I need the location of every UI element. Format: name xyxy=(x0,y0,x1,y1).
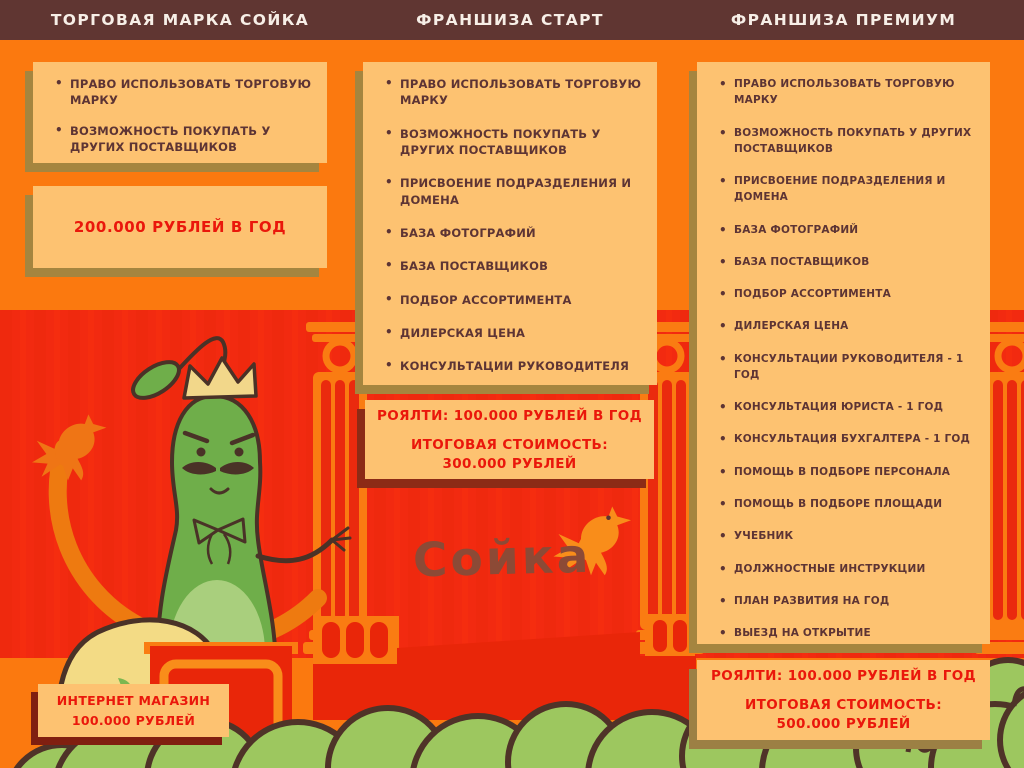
feature-item: • БАЗА ФОТОГРАФИЙ xyxy=(383,225,643,241)
feature-item: • БАЗА ФОТОГРАФИЙ xyxy=(717,222,976,238)
feature-item: • ПРАВО ИСПОЛЬЗОВАТЬ ТОРГОВУЮ МАРКУ xyxy=(383,76,643,109)
premium-price-card xyxy=(697,660,990,740)
feature-item: • БАЗА ПОСТАВЩИКОВ xyxy=(383,258,643,274)
header-bar xyxy=(0,0,1024,40)
feature-item: • БАЗА ПОСТАВЩИКОВ xyxy=(717,254,976,270)
feature-list xyxy=(717,76,976,641)
column-title-start: ФРАНШИЗА СТАРТ xyxy=(416,11,604,29)
royalty-line: РОЯЛТИ: 100.000 РУБЛЕЙ В ГОД xyxy=(710,668,977,684)
feature-item: • ВОЗМОЖНОСТЬ ПОКУПАТЬ У ДРУГИХ ПОСТАВЩИКОВ xyxy=(717,125,976,158)
start-price-card xyxy=(365,400,654,479)
feature-item: • ПРАВО ИСПОЛЬЗОВАТЬ ТОРГОВУЮ МАРКУ xyxy=(717,76,976,109)
feature-list xyxy=(53,76,313,155)
online-store-box xyxy=(38,684,229,737)
feature-item: • ПРИСВОЕНИЕ ПОДРАЗДЕЛЕНИЯ И ДОМЕНА xyxy=(717,173,976,206)
price-line: 200.000 РУБЛЕЙ В ГОД xyxy=(73,218,287,236)
feature-item: • ПОМОЩЬ В ПОДБОРЕ ПЕРСОНАЛА xyxy=(717,464,976,480)
column-title-premium: ФРАНШИЗА ПРЕМИУМ xyxy=(730,11,957,29)
trademark-features-card xyxy=(33,62,327,163)
store-box-line: 100.000 РУБЛЕЙ xyxy=(71,713,196,728)
feature-item: • КОНСУЛЬТАЦИЯ ЮРИСТА - 1 ГОД xyxy=(717,399,976,415)
store-box-line: ИНТЕРНЕТ МАГАЗИН xyxy=(56,693,211,708)
total-value-line: 300.000 РУБЛЕЙ xyxy=(442,455,577,472)
premium-features-card xyxy=(697,62,990,644)
total-label-line: ИТОГОВАЯ СТОИМОСТЬ: xyxy=(410,436,609,453)
feature-item: • ПЛАН РАЗВИТИЯ НА ГОД xyxy=(717,593,976,609)
feature-item: • ДИЛЕРСКАЯ ЦЕНА xyxy=(383,325,643,341)
feature-item: • ПОМОЩЬ В ПОДБОРЕ ПЛОЩАДИ xyxy=(717,496,976,512)
feature-item: • ПОДБОР АССОРТИМЕНТА xyxy=(717,286,976,302)
column-title-trademark: ТОРГОВАЯ МАРКА СОЙКА xyxy=(50,11,310,29)
feature-item: • ВОЗМОЖНОСТЬ ПОКУПАТЬ У ДРУГИХ ПОСТАВЩИКОВ xyxy=(53,123,313,156)
feature-item: • КОНСУЛЬТАЦИИ РУКОВОДИТЕЛЯ - 1 ГОД xyxy=(717,351,976,384)
feature-item: • ДОЛЖНОСТНЫЕ ИНСТРУКЦИИ xyxy=(717,561,976,577)
feature-item: • КОНСУЛЬТАЦИЯ БУХГАЛТЕРА - 1 ГОД xyxy=(717,431,976,447)
feature-item: • ВЫЕЗД НА ОТКРЫТИЕ xyxy=(717,625,976,641)
feature-item: • ВОЗМОЖНОСТЬ ПОКУПАТЬ У ДРУГИХ ПОСТАВЩИКОВ xyxy=(383,126,643,159)
brand-logo-text: Сойка xyxy=(412,528,593,589)
trademark-price-card xyxy=(33,186,327,268)
feature-item: • ДИЛЕРСКАЯ ЦЕНА xyxy=(717,318,976,334)
royalty-line: РОЯЛТИ: 100.000 РУБЛЕЙ В ГОД xyxy=(376,407,643,424)
feature-item: • УЧЕБНИК xyxy=(717,528,976,544)
feature-list xyxy=(383,76,643,375)
feature-item: • ПРИСВОЕНИЕ ПОДРАЗДЕЛЕНИЯ И ДОМЕНА xyxy=(383,175,643,208)
total-value-line: 500.000 РУБЛЕЙ xyxy=(776,716,911,732)
feature-item: • КОНСУЛЬТАЦИИ РУКОВОДИТЕЛЯ xyxy=(383,358,643,374)
total-label-line: ИТОГОВАЯ СТОИМОСТЬ: xyxy=(744,697,943,713)
feature-item: • ПРАВО ИСПОЛЬЗОВАТЬ ТОРГОВУЮ МАРКУ xyxy=(53,76,313,109)
start-features-card xyxy=(363,62,657,385)
feature-item: • ПОДБОР АССОРТИМЕНТА xyxy=(383,292,643,308)
